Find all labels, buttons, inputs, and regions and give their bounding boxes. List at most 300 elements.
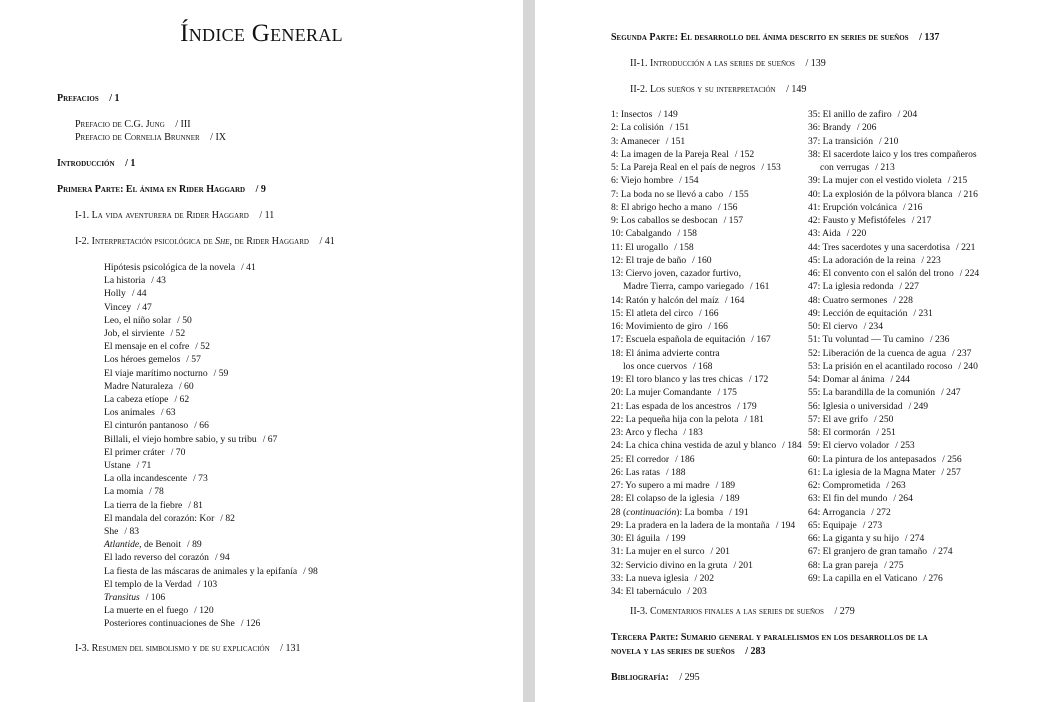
- toc-entry-label: 21: Las espada de los ancestros: [611, 400, 732, 412]
- toc-entry-page: / 253: [895, 440, 915, 452]
- toc-entry[interactable]: [104, 551, 230, 564]
- toc-entry-page: / 213: [875, 162, 895, 173]
- toc-entry-page: / 201: [710, 546, 730, 558]
- toc-entry[interactable]: [611, 108, 678, 121]
- toc-entry-label: Transitus: [104, 592, 140, 603]
- toc-entry[interactable]: [104, 393, 189, 406]
- toc-entry[interactable]: [808, 347, 971, 360]
- toc-entry-label: Los héroes gemelos: [104, 354, 181, 366]
- toc-entry[interactable]: [808, 492, 913, 505]
- toc-entry-label: 6: Viejo hombre: [611, 175, 674, 187]
- toc-entry-label: 62: Comprometida: [808, 480, 881, 491]
- toc-entry[interactable]: [611, 347, 720, 360]
- toc-entry-label: 31: La mujer en el surco: [611, 546, 705, 558]
- toc-entry-page: / 216: [902, 201, 923, 213]
- toc-entry-label: 25: El corredor: [611, 453, 670, 465]
- toc-entry[interactable]: [104, 367, 228, 380]
- toc-entry-italic: continuación: [626, 506, 677, 518]
- toc-entry-page: / 166: [699, 307, 719, 319]
- toc-entry-page: / 126: [240, 618, 261, 630]
- toc-entry-page: / 89: [187, 539, 202, 551]
- toc-entry-page: / 43: [151, 275, 166, 287]
- toc-entry[interactable]: [808, 479, 906, 492]
- toc-entry[interactable]: [104, 340, 210, 353]
- toc-entry[interactable]: [104, 433, 277, 446]
- toc-entry-label: 29: La pradera en la ladera de la montaña: [611, 519, 770, 531]
- toc-entry-page: / 149: [658, 109, 678, 120]
- toc-label: Prefacios: [57, 93, 99, 104]
- toc-entry[interactable]: [808, 545, 953, 558]
- toc-entry[interactable]: [808, 453, 962, 466]
- toc-entry[interactable]: [611, 267, 741, 280]
- toc-label: Tercera Parte: Sumario general y paralelismos en los desarrollos de la: [611, 632, 928, 643]
- toc-label: novela y las series de sueños: [611, 646, 735, 657]
- toc-entry[interactable]: [611, 519, 795, 532]
- toc-entry[interactable]: [808, 108, 917, 121]
- toc-entry-page: / 204: [897, 109, 918, 120]
- toc-entry-page: / 264: [893, 493, 913, 505]
- toc-entry-label: 32: Servicio divino en la gruta: [611, 559, 728, 571]
- toc-entry[interactable]: [611, 201, 737, 214]
- toc-entry-label: 14: Ratón y halcón del maíz: [611, 294, 719, 306]
- toc-entry[interactable]: [808, 426, 896, 439]
- toc-entry-page: / 66: [194, 420, 209, 432]
- toc-entry[interactable]: [808, 227, 866, 240]
- toc-entry-label: 55: La barandilla de la comunión: [808, 387, 936, 399]
- toc-entry[interactable]: [808, 201, 922, 214]
- toc-entry[interactable]: [808, 506, 891, 519]
- toc-entry[interactable]: [611, 280, 769, 293]
- toc-segunda-parte[interactable]: [611, 31, 939, 44]
- toc-label: Prefacio de C.G. Jung: [75, 119, 165, 130]
- toc-entry[interactable]: [808, 294, 913, 307]
- toc-tercera-parte-line2[interactable]: [611, 645, 766, 658]
- toc-entry-label: El mensaje en el cofre: [104, 341, 190, 353]
- toc-entry-page: / 202: [694, 572, 714, 584]
- toc-i1[interactable]: [75, 209, 274, 222]
- toc-entry-label: El mandala del corazón: Kor: [104, 512, 215, 524]
- toc-entry[interactable]: [611, 453, 695, 466]
- toc-entry[interactable]: [808, 254, 941, 267]
- toc-entry-label: 52: Liberación de la cuenca de agua: [808, 347, 946, 359]
- toc-entry[interactable]: [808, 333, 949, 346]
- toc-label: Prefacio de Cornelia Brunner: [75, 132, 200, 143]
- toc-entry-page: / 263: [886, 480, 906, 491]
- toc-entry-page: / 210: [879, 135, 899, 147]
- toc-entry-label: Atlantide: [104, 539, 140, 551]
- right-page: [535, 0, 1059, 702]
- toc-entry[interactable]: [104, 604, 214, 617]
- toc-entry-label: 47: La iglesia redonda: [808, 281, 894, 293]
- toc-entry-page: / 244: [890, 374, 910, 385]
- toc-entry-page: / 220: [846, 228, 867, 240]
- toc-entry-page: / 57: [186, 354, 201, 366]
- toc-entry-label: 27: Yo supero a mi madre: [611, 480, 710, 491]
- toc-entry-label: 58: El cormorán: [808, 427, 871, 438]
- toc-entry-label: 56: Iglesia o universidad: [808, 400, 903, 412]
- toc-entry-label: Leo, el niño solar: [104, 314, 172, 326]
- toc-entry-page: / 151: [669, 122, 690, 134]
- toc-entry[interactable]: [611, 386, 737, 399]
- toc-page: / IX: [210, 132, 227, 143]
- toc-entry-label: Madre Tierra, campo variegado: [623, 281, 744, 293]
- toc-entry-label: La tierra de la fiebre: [104, 499, 183, 511]
- toc-entry[interactable]: [611, 545, 730, 558]
- toc-ii3[interactable]: [630, 605, 855, 618]
- toc-entry-page: / 179: [737, 400, 757, 412]
- toc-entry[interactable]: [808, 307, 933, 320]
- toc-entry-label: 28: El colapso de la iglesia: [611, 493, 715, 505]
- toc-entry[interactable]: [808, 267, 979, 280]
- toc-entry-label: 44: Tres sacerdotes y una sacerdotisa: [808, 241, 951, 253]
- toc-primera-parte[interactable]: [57, 183, 266, 196]
- toc-entry[interactable]: [611, 227, 697, 240]
- toc-entry-label: 18: El ánima advierte contra: [611, 347, 720, 359]
- toc-entry[interactable]: [104, 472, 208, 485]
- toc-entry-page: / 274: [933, 546, 953, 558]
- toc-entry-label: los once cuervos: [623, 360, 687, 372]
- toc-page: / 1: [125, 158, 136, 169]
- toc-entry[interactable]: [808, 519, 882, 532]
- toc-entry[interactable]: [808, 135, 898, 148]
- toc-page: / 149: [786, 84, 807, 95]
- toc-entry-label: 57: El ave grifo: [808, 413, 868, 425]
- toc-tercera-parte-line1[interactable]: [611, 631, 928, 644]
- toc-entry-label: 66: La giganta y su hijo: [808, 533, 899, 544]
- toc-entry[interactable]: [104, 591, 165, 604]
- toc-entry-page: / 237: [951, 347, 972, 359]
- toc-entry[interactable]: [611, 585, 707, 598]
- toc-entry-label: 11: El urogallo: [611, 241, 669, 253]
- toc-entry-label: 16: Movimiento de giro: [611, 321, 703, 332]
- toc-entry-page: / 257: [941, 466, 961, 478]
- toc-entry[interactable]: [104, 538, 202, 551]
- toc-entry-label: 13: Ciervo joven, cazador furtivo,: [611, 268, 742, 279]
- toc-entry[interactable]: [104, 617, 260, 630]
- toc-entry-label: 12: El traje de baño: [611, 254, 687, 266]
- page-title: Índice General: [180, 20, 343, 47]
- toc-page: / 131: [280, 643, 301, 654]
- toc-entry-label: 53: La prisión en el acantilado rocoso: [808, 360, 953, 372]
- toc-entry-label: 9: Los caballos se desbocan: [611, 215, 718, 226]
- toc-entry[interactable]: [611, 135, 685, 148]
- toc-entry-page: / 166: [708, 321, 728, 332]
- toc-entry-label: 39: La mujer con el vestido violeta: [808, 175, 942, 187]
- toc-entry-label: 60: La pintura de los antepasados: [808, 453, 937, 465]
- toc-entry-page: / 160: [692, 254, 712, 266]
- toc-entry-page: / 236: [929, 334, 950, 346]
- toc-entry[interactable]: [104, 406, 176, 419]
- toc-entry-label: 19: El toro blanco y las tres chicas: [611, 374, 743, 385]
- toc-entry[interactable]: [611, 466, 686, 479]
- toc-page: / 11: [259, 210, 275, 221]
- toc-page: / 139: [805, 58, 826, 69]
- toc-entry[interactable]: [611, 559, 753, 572]
- toc-entry-label: 34: El tabernáculo: [611, 586, 682, 597]
- toc-entry[interactable]: [611, 506, 749, 519]
- toc-entry-page: / 167: [751, 334, 771, 346]
- toc-label-a: I-2. Interpretación psicológica de: [75, 236, 216, 247]
- toc-label: Primera Parte: El ánima en Rider Haggard: [57, 184, 246, 195]
- toc-entry[interactable]: [808, 174, 967, 187]
- toc-entry-page: / 151: [665, 135, 686, 147]
- toc-entry-label: El cinturón pantanoso: [104, 420, 189, 432]
- toc-entry-page: / 62: [174, 394, 190, 405]
- toc-ii1[interactable]: [630, 57, 826, 70]
- toc-entry-page: / 223: [921, 254, 941, 266]
- toc-label-c: , de Rider Haggard: [229, 236, 309, 247]
- toc-entry-label: La olla incandescente: [104, 473, 188, 485]
- toc-entry[interactable]: [611, 161, 781, 174]
- toc-entry-label: La momia: [104, 486, 144, 498]
- toc-entry-page: / 175: [717, 387, 737, 399]
- toc-label: I-3. Resumen del simbolismo y de su explicación: [75, 643, 270, 654]
- toc-entry-page: / 217: [911, 215, 932, 226]
- toc-entry-page: / 203: [687, 586, 707, 597]
- toc-label: II-1. Introducción a las series de sueños: [630, 58, 795, 69]
- toc-entry[interactable]: [611, 426, 703, 439]
- toc-entry-page: / 44: [131, 288, 147, 300]
- toc-entry[interactable]: [611, 360, 712, 373]
- toc-entry-label: 36: Brandy: [808, 122, 851, 134]
- toc-entry-label: 23: Arco y flecha: [611, 427, 678, 438]
- toc-entry-label: 41: Erupción volcánica: [808, 201, 897, 213]
- toc-entry[interactable]: [611, 373, 768, 386]
- toc-entry-page: / 251: [876, 427, 896, 438]
- toc-entry[interactable]: [611, 492, 740, 505]
- toc-entry-label: Hipótesis psicológica de la novela: [104, 262, 236, 273]
- toc-entry-label: 33: La nueva iglesia: [611, 572, 689, 584]
- toc-entry[interactable]: [611, 479, 735, 492]
- toc-label: Segunda Parte: El desarrollo del ánima descrito en series de sueños: [611, 32, 909, 43]
- toc-entry[interactable]: [808, 121, 876, 134]
- toc-entry[interactable]: [808, 466, 961, 479]
- toc-entry-page: / 221: [956, 241, 976, 253]
- toc-entry[interactable]: [611, 254, 712, 267]
- toc-entry-label: El lado reverso del corazón: [104, 552, 209, 564]
- toc-entry-page: / 60: [178, 380, 194, 392]
- toc-entry-label: 17: Escuela española de equitación: [611, 334, 746, 346]
- toc-entry-page: / 250: [873, 413, 894, 425]
- toc-entry-label: 64: Arrogancia: [808, 506, 866, 518]
- toc-entry[interactable]: [104, 525, 139, 538]
- toc-entry[interactable]: [808, 386, 961, 399]
- toc-entry[interactable]: [808, 280, 919, 293]
- toc-entry-page: / 191: [729, 506, 749, 518]
- toc-entry[interactable]: [611, 148, 754, 161]
- toc-entry[interactable]: [611, 333, 771, 346]
- toc-entry-page: / 157: [723, 215, 744, 226]
- toc-entry[interactable]: [104, 512, 235, 525]
- toc-entry-page: / 78: [149, 486, 164, 498]
- toc-entry[interactable]: [808, 559, 904, 572]
- toc-entry[interactable]: [104, 301, 152, 314]
- toc-entry[interactable]: [104, 419, 209, 432]
- toc-entry[interactable]: [104, 485, 164, 498]
- toc-entry-label: 54: Domar al ánima: [808, 374, 885, 385]
- toc-entry-label: 5: La Pareja Real en el país de negros: [611, 162, 756, 173]
- toc-entry-label: Job, el sirviente: [104, 328, 165, 339]
- toc-entry-label: 20: La mujer Comandante: [611, 387, 712, 399]
- toc-entry[interactable]: [611, 214, 743, 227]
- toc-entry[interactable]: [808, 413, 893, 426]
- toc-entry-page: / 275: [884, 559, 904, 571]
- toc-entry[interactable]: [611, 307, 719, 320]
- toc-entry-page: / 152: [734, 148, 755, 160]
- toc-entry-label: 10: Cabalgando: [611, 228, 672, 240]
- toc-entry-page: / 216: [958, 188, 978, 200]
- toc-entry-label: 30: El águila: [611, 533, 661, 544]
- toc-entry-page: / 50: [177, 314, 192, 326]
- toc-entry-label: Los animales: [104, 407, 155, 419]
- toc-entry-label: 59: El ciervo volador: [808, 440, 890, 452]
- toc-prefacio-brunner[interactable]: [75, 131, 226, 144]
- toc-entry[interactable]: [104, 327, 185, 340]
- toc-entry-label: El viaje marítimo nocturno: [104, 367, 208, 379]
- toc-prefacio-jung[interactable]: [75, 118, 191, 131]
- toc-entry-page: / 106: [145, 592, 166, 603]
- toc-entry[interactable]: [104, 274, 166, 287]
- toc-prefacios[interactable]: [57, 92, 120, 105]
- toc-entry-page: / 59: [213, 367, 229, 379]
- toc-entry[interactable]: [611, 532, 686, 545]
- toc-introduccion[interactable]: [57, 157, 135, 170]
- toc-entry-page: / 186: [675, 453, 695, 465]
- toc-entry-label: 3: Amanecer: [611, 135, 660, 147]
- toc-entry-label: 51: Tu voluntad — Tu camino: [808, 334, 924, 346]
- toc-entry[interactable]: [611, 413, 764, 426]
- toc-entry-page: / 274: [904, 533, 925, 544]
- toc-entry[interactable]: [104, 565, 318, 578]
- toc-entry-page: / 73: [193, 473, 208, 485]
- toc-entry[interactable]: [104, 287, 147, 300]
- toc-entry-page: / 120: [194, 605, 214, 617]
- toc-entry-page: / 67: [262, 433, 278, 445]
- toc-entry-page: / 249: [908, 400, 929, 412]
- toc-entry[interactable]: [104, 380, 194, 393]
- toc-entry-label: 65: Equipaje: [808, 519, 857, 531]
- toc-entry-page: / 52: [170, 328, 186, 339]
- toc-ii2[interactable]: [630, 83, 806, 96]
- toc-entry[interactable]: [611, 400, 757, 413]
- toc-entry[interactable]: [104, 446, 185, 459]
- toc-entry-label: 8: El abrigo hecho a mano: [611, 201, 712, 213]
- toc-entry-page: / 82: [220, 512, 235, 524]
- toc-entry-page: / 206: [856, 122, 877, 134]
- toc-entry-label: 22: La pequeña hija con la pelota: [611, 413, 739, 425]
- toc-entry[interactable]: [611, 320, 728, 333]
- toc-page: / 9: [255, 184, 266, 195]
- toc-entry-label: 67: El granjero de gran tamaño: [808, 546, 928, 558]
- toc-entry-label: Ustane: [104, 460, 131, 471]
- toc-entry[interactable]: [808, 188, 978, 201]
- toc-entry-label: 7: La boda no se llevó a cabo: [611, 188, 724, 200]
- toc-entry-page: / 70: [170, 446, 186, 458]
- toc-entry-page: / 184: [782, 440, 802, 452]
- toc-entry[interactable]: [611, 572, 714, 585]
- toc-entry[interactable]: [104, 499, 203, 512]
- toc-entry-label: 63: El fin del mundo: [808, 493, 888, 505]
- toc-entry-page: / 276: [923, 572, 943, 584]
- toc-entry-page: / 98: [303, 565, 318, 577]
- toc-entry-label: 43: Aida: [808, 228, 841, 240]
- toc-entry-page: / 164: [724, 294, 745, 306]
- toc-entry[interactable]: [808, 373, 910, 386]
- toc-i3[interactable]: [75, 642, 300, 655]
- toc-entry[interactable]: [611, 174, 699, 187]
- toc-label: Bibliografía:: [611, 672, 669, 683]
- toc-entry-label: La cabeza etíope: [104, 394, 169, 405]
- toc-entry[interactable]: [808, 214, 931, 227]
- toc-entry[interactable]: [808, 532, 924, 545]
- toc-entry[interactable]: [611, 121, 689, 134]
- toc-entry-page: / 158: [677, 228, 697, 240]
- toc-entry-label: She: [104, 526, 119, 537]
- toc-entry[interactable]: [611, 241, 694, 254]
- toc-entry[interactable]: [104, 353, 201, 366]
- toc-entry-label: 35: El anillo de zafiro: [808, 109, 892, 120]
- toc-entry-page: / 71: [136, 460, 152, 471]
- toc-entry-page: / 189: [715, 480, 736, 491]
- toc-label: II-2. Los sueños y su interpretación: [630, 84, 776, 95]
- toc-entry-label: 38: El sacerdote laico y los tres compañeros: [808, 148, 977, 160]
- toc-bibliografia[interactable]: [611, 671, 700, 684]
- toc-entry[interactable]: [611, 188, 749, 201]
- toc-entry-rest: ): La bomba: [676, 506, 724, 518]
- toc-entry-label: 50: El ciervo: [808, 321, 858, 332]
- toc-page: / 41: [319, 236, 335, 247]
- toc-entry[interactable]: [104, 578, 217, 591]
- toc-entry-label: El templo de la Verdad: [104, 578, 192, 590]
- toc-entry[interactable]: [808, 439, 915, 452]
- toc-entry[interactable]: [611, 439, 802, 452]
- toc-page: / 283: [745, 646, 766, 657]
- toc-entry-label: 45: La adoración de la reina: [808, 254, 916, 266]
- toc-entry-page: / 172: [748, 374, 769, 385]
- toc-entry[interactable]: [104, 314, 192, 327]
- toc-entry[interactable]: [104, 261, 256, 274]
- toc-page: / 279: [834, 606, 855, 617]
- toc-page: / III: [175, 119, 191, 130]
- toc-entry[interactable]: [808, 241, 975, 254]
- toc-entry-page: / 199: [666, 533, 686, 544]
- toc-entry-page: / 154: [679, 175, 699, 187]
- toc-entry-page: / 168: [692, 360, 713, 372]
- toc-i2[interactable]: [75, 235, 335, 248]
- toc-entry[interactable]: [104, 459, 151, 472]
- toc-entry[interactable]: [611, 294, 744, 307]
- toc-entry-extra: , de Benoit: [139, 539, 182, 551]
- toc-entry-page: / 52: [195, 341, 210, 353]
- toc-entry-page: / 94: [214, 552, 230, 564]
- toc-entry[interactable]: [808, 572, 943, 585]
- toc-entry-page: / 47: [137, 301, 152, 313]
- toc-entry-label: Vincey: [104, 301, 132, 313]
- toc-entry-label: 61: La iglesia de la Magna Mater: [808, 466, 936, 478]
- toc-entry-label: 26: Las ratas: [611, 466, 661, 478]
- toc-entry[interactable]: [808, 148, 977, 161]
- toc-entry-page: / 181: [744, 413, 764, 425]
- toc-entry-page: / 161: [749, 281, 770, 293]
- toc-entry-page: / 156: [717, 201, 738, 213]
- toc-entry[interactable]: [808, 161, 895, 174]
- toc-entry-label: La historia: [104, 275, 146, 287]
- toc-entry-page: / 201: [733, 559, 753, 571]
- toc-entry[interactable]: [808, 320, 883, 333]
- toc-entry-page: / 215: [947, 175, 968, 187]
- toc-entry[interactable]: [808, 360, 978, 373]
- toc-entry[interactable]: [808, 400, 928, 413]
